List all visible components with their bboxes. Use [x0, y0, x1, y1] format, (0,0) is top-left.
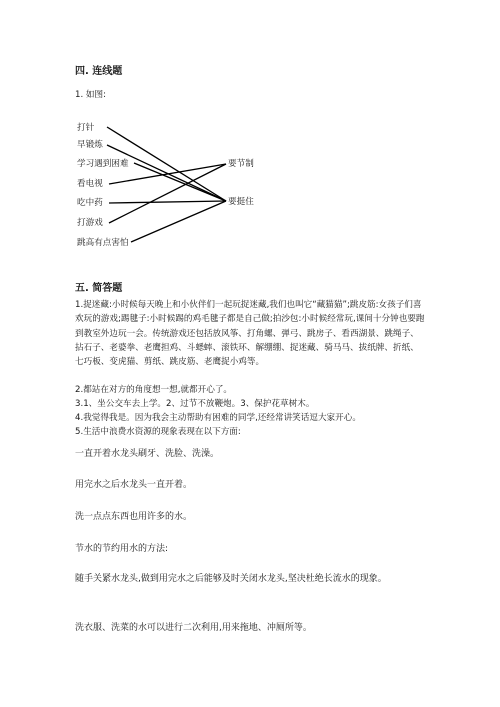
- left-item-tv: 看电视: [77, 179, 103, 189]
- answer-3: 3.1、坐公交车去上学。2、过节不放鞭炮。3、保护花草树木。: [75, 399, 315, 409]
- line-difficulty-persevere: [134, 163, 226, 201]
- answer-2: 2.都站在对方的角度想一想,就都开心了。: [75, 385, 233, 395]
- saving-item-1: 随手关紧水龙头,做到用完水之后能够及时关闭水龙头,坚决杜绝长流水的现象。: [75, 574, 387, 584]
- waste-item-3: 洗一点点东西也用许多的水。: [75, 512, 193, 522]
- line-tv-moderation: [109, 164, 226, 184]
- question-1: 1. 如图:: [75, 90, 107, 100]
- waste-item-2: 用完水之后水龙头一直开着。: [75, 480, 193, 490]
- left-item-injection: 打针: [77, 123, 95, 133]
- waste-item-1: 一直开着水龙头刷牙、洗脸、洗澡。: [75, 449, 220, 459]
- saving-title: 节水的节约用水的方法:: [75, 544, 169, 554]
- left-item-highjump: 跳高有点害怕: [77, 238, 129, 248]
- line-injection-persevere: [107, 127, 226, 201]
- right-item-moderation: 要节制: [228, 159, 254, 169]
- left-item-exercise: 早锻炼: [77, 140, 103, 150]
- line-medicine-persevere: [109, 201, 226, 203]
- saving-item-2: 洗衣服、洗菜的水可以进行二次利用,用来拖地、冲厕所等。: [75, 623, 312, 633]
- answer-4: 4.我觉得我是。因为我会主动帮助有困难的同学,还经常讲笑话逗大家开心。: [75, 413, 361, 423]
- section5-title: 五. 简答题: [75, 283, 123, 294]
- left-item-difficulty: 学习遇到困难: [77, 159, 129, 169]
- right-item-persevere: 要挺住: [228, 197, 254, 207]
- left-item-games: 打游戏: [77, 218, 103, 228]
- line-highjump-persevere: [131, 201, 226, 242]
- left-item-medicine: 吃中药: [77, 198, 103, 208]
- answer-5: 5.生活中浪费水资源的现象表现在以下方面:: [75, 427, 241, 437]
- answer-1: 1.捉迷藏:小时候每天晚上和小伙伴们一起玩捉迷藏,我们也叫它“藏猫猫”;跳皮筋:女孩子们喜欢玩的游戏;踢毽子:小时候踢的鸡毛毽子都是自己做;拍沙包:小时候经常玩,课间十分钟也要跑到教室外边玩一会。传统游戏还包括放风筝、打角螺、弹弓、跳房子、看西湖景、跳绳子、拈石子、老婆拳、老鹰担鸡、斗蟋蟀、滚铁环、解绷绷、捉迷藏、骑马马、拔纸牌、折纸、七巧板、变虎猫、剪纸、跳皮筋、老鹰捉小鸡等。: [75, 300, 425, 368]
- section4-title: 四. 连线题: [75, 66, 123, 77]
